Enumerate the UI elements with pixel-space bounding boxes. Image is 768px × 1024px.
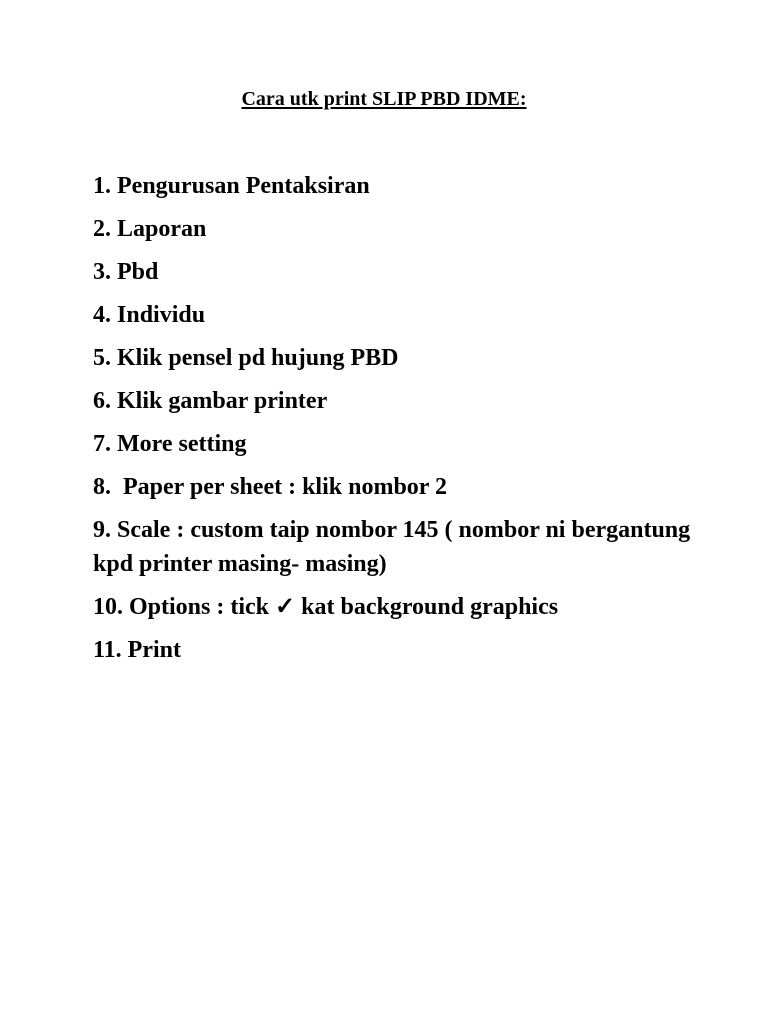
- step-item: 6. Klik gambar printer: [93, 388, 328, 414]
- step-item: 10. Options : tick ✓ kat background graphics: [93, 594, 559, 620]
- step-item: 2. Laporan: [93, 216, 207, 242]
- step-item: 11. Print: [93, 637, 181, 663]
- step-item: 1. Pengurusan Pentaksiran: [93, 173, 370, 199]
- step-item: 7. More setting: [93, 431, 247, 457]
- step-item: 9. Scale : custom taip nombor 145 ( nombor ni bergantung kpd printer masing- masing): [93, 517, 697, 577]
- step-item: 3. Pbd: [93, 259, 159, 285]
- step-item: 4. Individu: [93, 302, 206, 328]
- step-item: 8. Paper per sheet : klik nombor 2: [93, 474, 448, 500]
- step-item: 5. Klik pensel pd hujung PBD: [93, 345, 399, 371]
- document-title: Cara utk print SLIP PBD IDME:: [241, 88, 527, 110]
- steps-list: [93, 169, 697, 676]
